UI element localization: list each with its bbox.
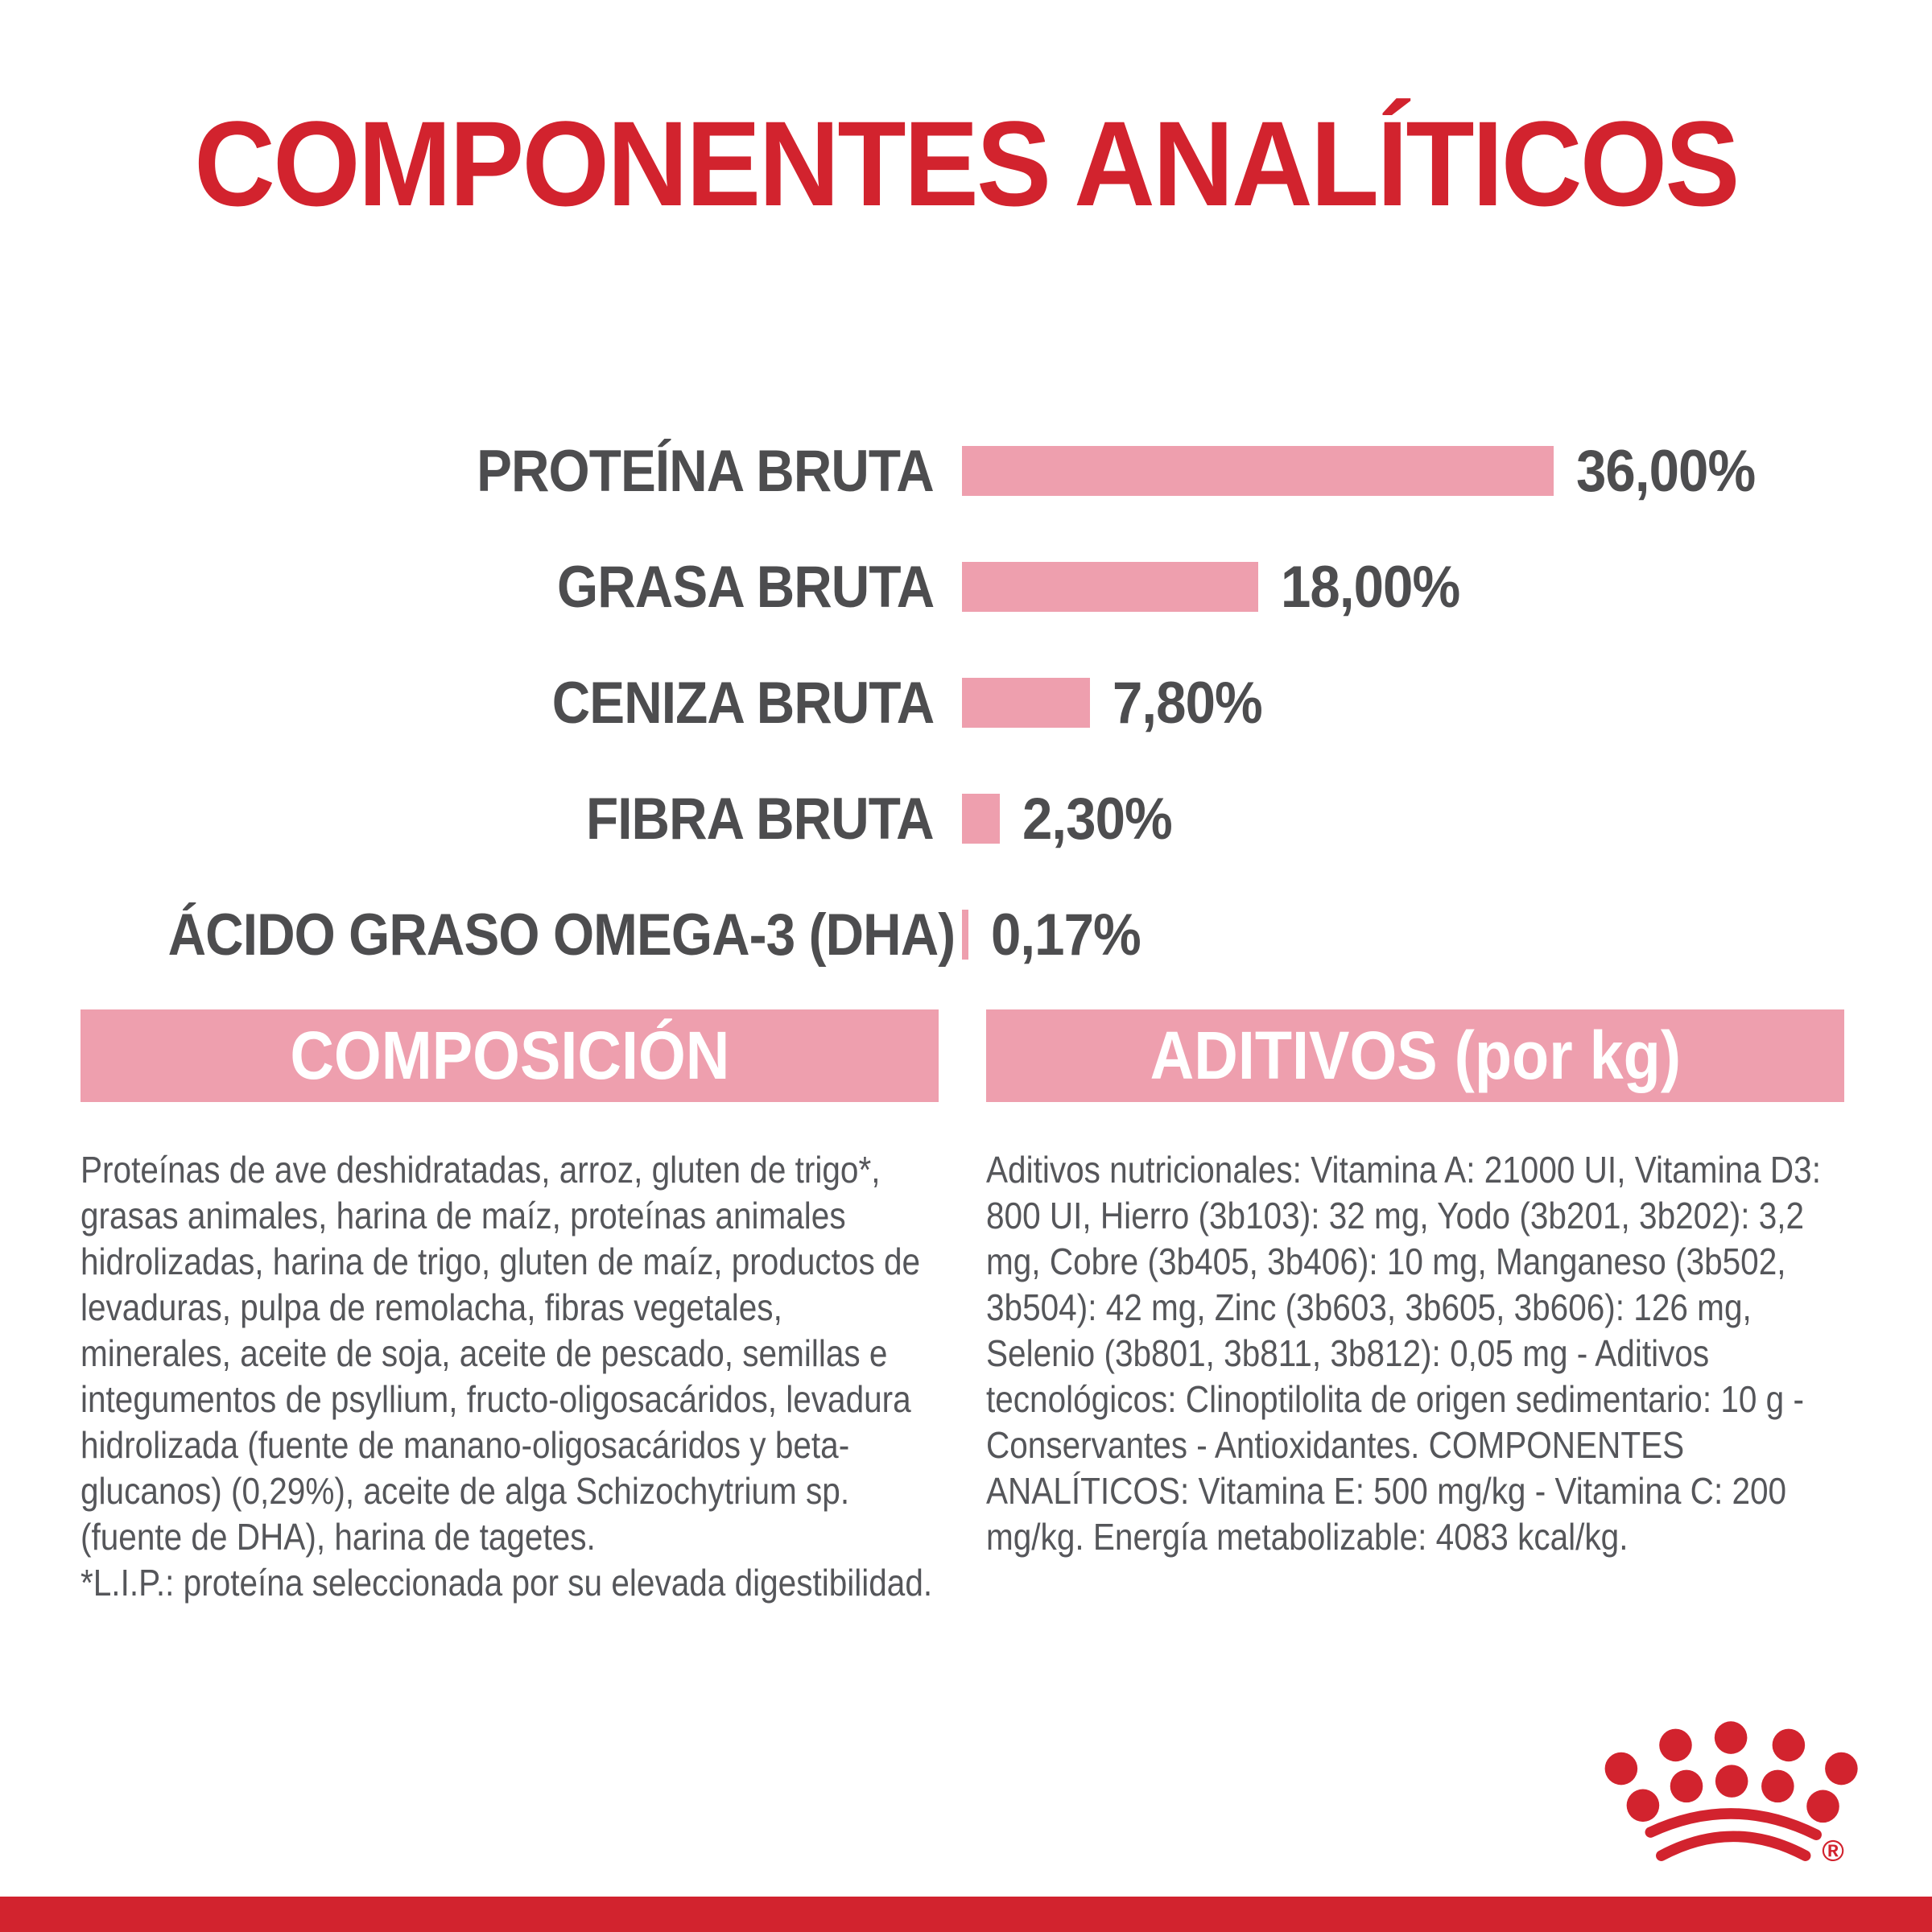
page-title bbox=[0, 95, 1932, 231]
chart-value-label: 2,30% bbox=[1022, 786, 1172, 852]
chart-value-label: 7,80% bbox=[1113, 670, 1262, 736]
additives-header-label: ADITIVOS (por kg) bbox=[1150, 1018, 1681, 1093]
chart-bar-area bbox=[962, 786, 1868, 852]
chart-row bbox=[80, 786, 1868, 852]
chart-category-label bbox=[80, 670, 934, 737]
composition-body bbox=[80, 1147, 939, 1606]
chart-value-label: 18,00% bbox=[1281, 554, 1460, 620]
additives-text: Aditivos nutricionales: Vitamina A: 21000 UI, Vitamina D3: 800 UI, Hierro (3b103): 32 mg, Yodo (3b201, 3b202): 3,2 mg, Cobre (3b405, 3b406): 10 mg, Manganeso (3b502, 3b504): 42 mg, Zinc (3b603, 3b605, 3b606): 126 mg, Selenio (3b801, 3b811, 3b812): 0,05 mg - Aditivos tecnológicos: Clinoptilolita de origen sedimentario: 10 g - Conservantes - Antioxidantes. COMPONENTES ANALÍTICOS: Vitamina E: 500 mg/kg - Vitamina C: 200 mg/kg. Energía metabolizable: 4083 kcal/kg. bbox=[986, 1149, 1821, 1558]
chart-category-label bbox=[80, 554, 934, 621]
chart-bar bbox=[962, 562, 1258, 612]
chart-category-label-text: FIBRA BRUTA bbox=[586, 786, 934, 852]
chart-bar-area bbox=[962, 902, 1868, 968]
analytic-chart bbox=[80, 438, 1868, 1021]
chart-bar-area bbox=[962, 554, 1868, 621]
additives-header-band bbox=[986, 1009, 1844, 1102]
chart-category-label-text: PROTEÍNA BRUTA bbox=[477, 438, 934, 504]
composition-header-label: COMPOSICIÓN bbox=[289, 1018, 730, 1093]
chart-value-label: 36,00% bbox=[1576, 438, 1756, 504]
composition-section bbox=[80, 1009, 939, 1606]
chart-category-label-text: ÁCIDO GRASO OMEGA-3 (DHA) bbox=[167, 902, 956, 968]
chart-category-label bbox=[80, 902, 956, 968]
additives-section bbox=[986, 1009, 1844, 1560]
chart-category-label-text: CENIZA BRUTA bbox=[551, 670, 934, 736]
chart-bar-area bbox=[962, 670, 1868, 737]
chart-row bbox=[80, 554, 1868, 620]
chart-bar bbox=[962, 446, 1554, 496]
chart-bar bbox=[962, 910, 968, 960]
page-title-text: COMPONENTES ANALÍTICOS bbox=[194, 95, 1738, 231]
additives-body bbox=[986, 1147, 1844, 1560]
composition-header-band bbox=[80, 1009, 939, 1102]
chart-bar bbox=[962, 678, 1090, 728]
bottom-brand-stripe bbox=[0, 1897, 1932, 1932]
chart-value-label: 0,17% bbox=[991, 902, 1141, 968]
registered-mark: ® bbox=[1822, 1833, 1844, 1868]
composition-footnote: *L.I.P.: proteína seleccionada por su elevada digestibilidad. bbox=[80, 1562, 933, 1604]
chart-row bbox=[80, 670, 1868, 736]
composition-ingredients-text: Proteínas de ave deshidratadas, arroz, gluten de trigo*, grasas animales, harina de maíz, proteínas animales hidrolizadas, harina de trigo, gluten de maíz, productos de levaduras, pulpa de remolacha, fibras vegetales, minerales, aceite de soja, aceite de pescado, semillas e integumentos de psyllium, fructo-oligosacáridos, levadura hidrolizada (fuente de manano-oligosacáridos y beta-glucanos) (0,29%), aceite de alga Schizochytrium sp. (fuente de DHA), harina de tagetes. bbox=[80, 1149, 921, 1558]
chart-category-label bbox=[80, 786, 934, 852]
chart-category-label bbox=[80, 438, 934, 505]
chart-category-label-text: GRASA BRUTA bbox=[556, 554, 934, 620]
chart-row bbox=[80, 438, 1868, 504]
royal-canin-crown-icon bbox=[1590, 1705, 1867, 1872]
chart-row bbox=[80, 902, 1868, 968]
chart-bar-area bbox=[962, 438, 1868, 505]
chart-bar bbox=[962, 794, 1000, 844]
